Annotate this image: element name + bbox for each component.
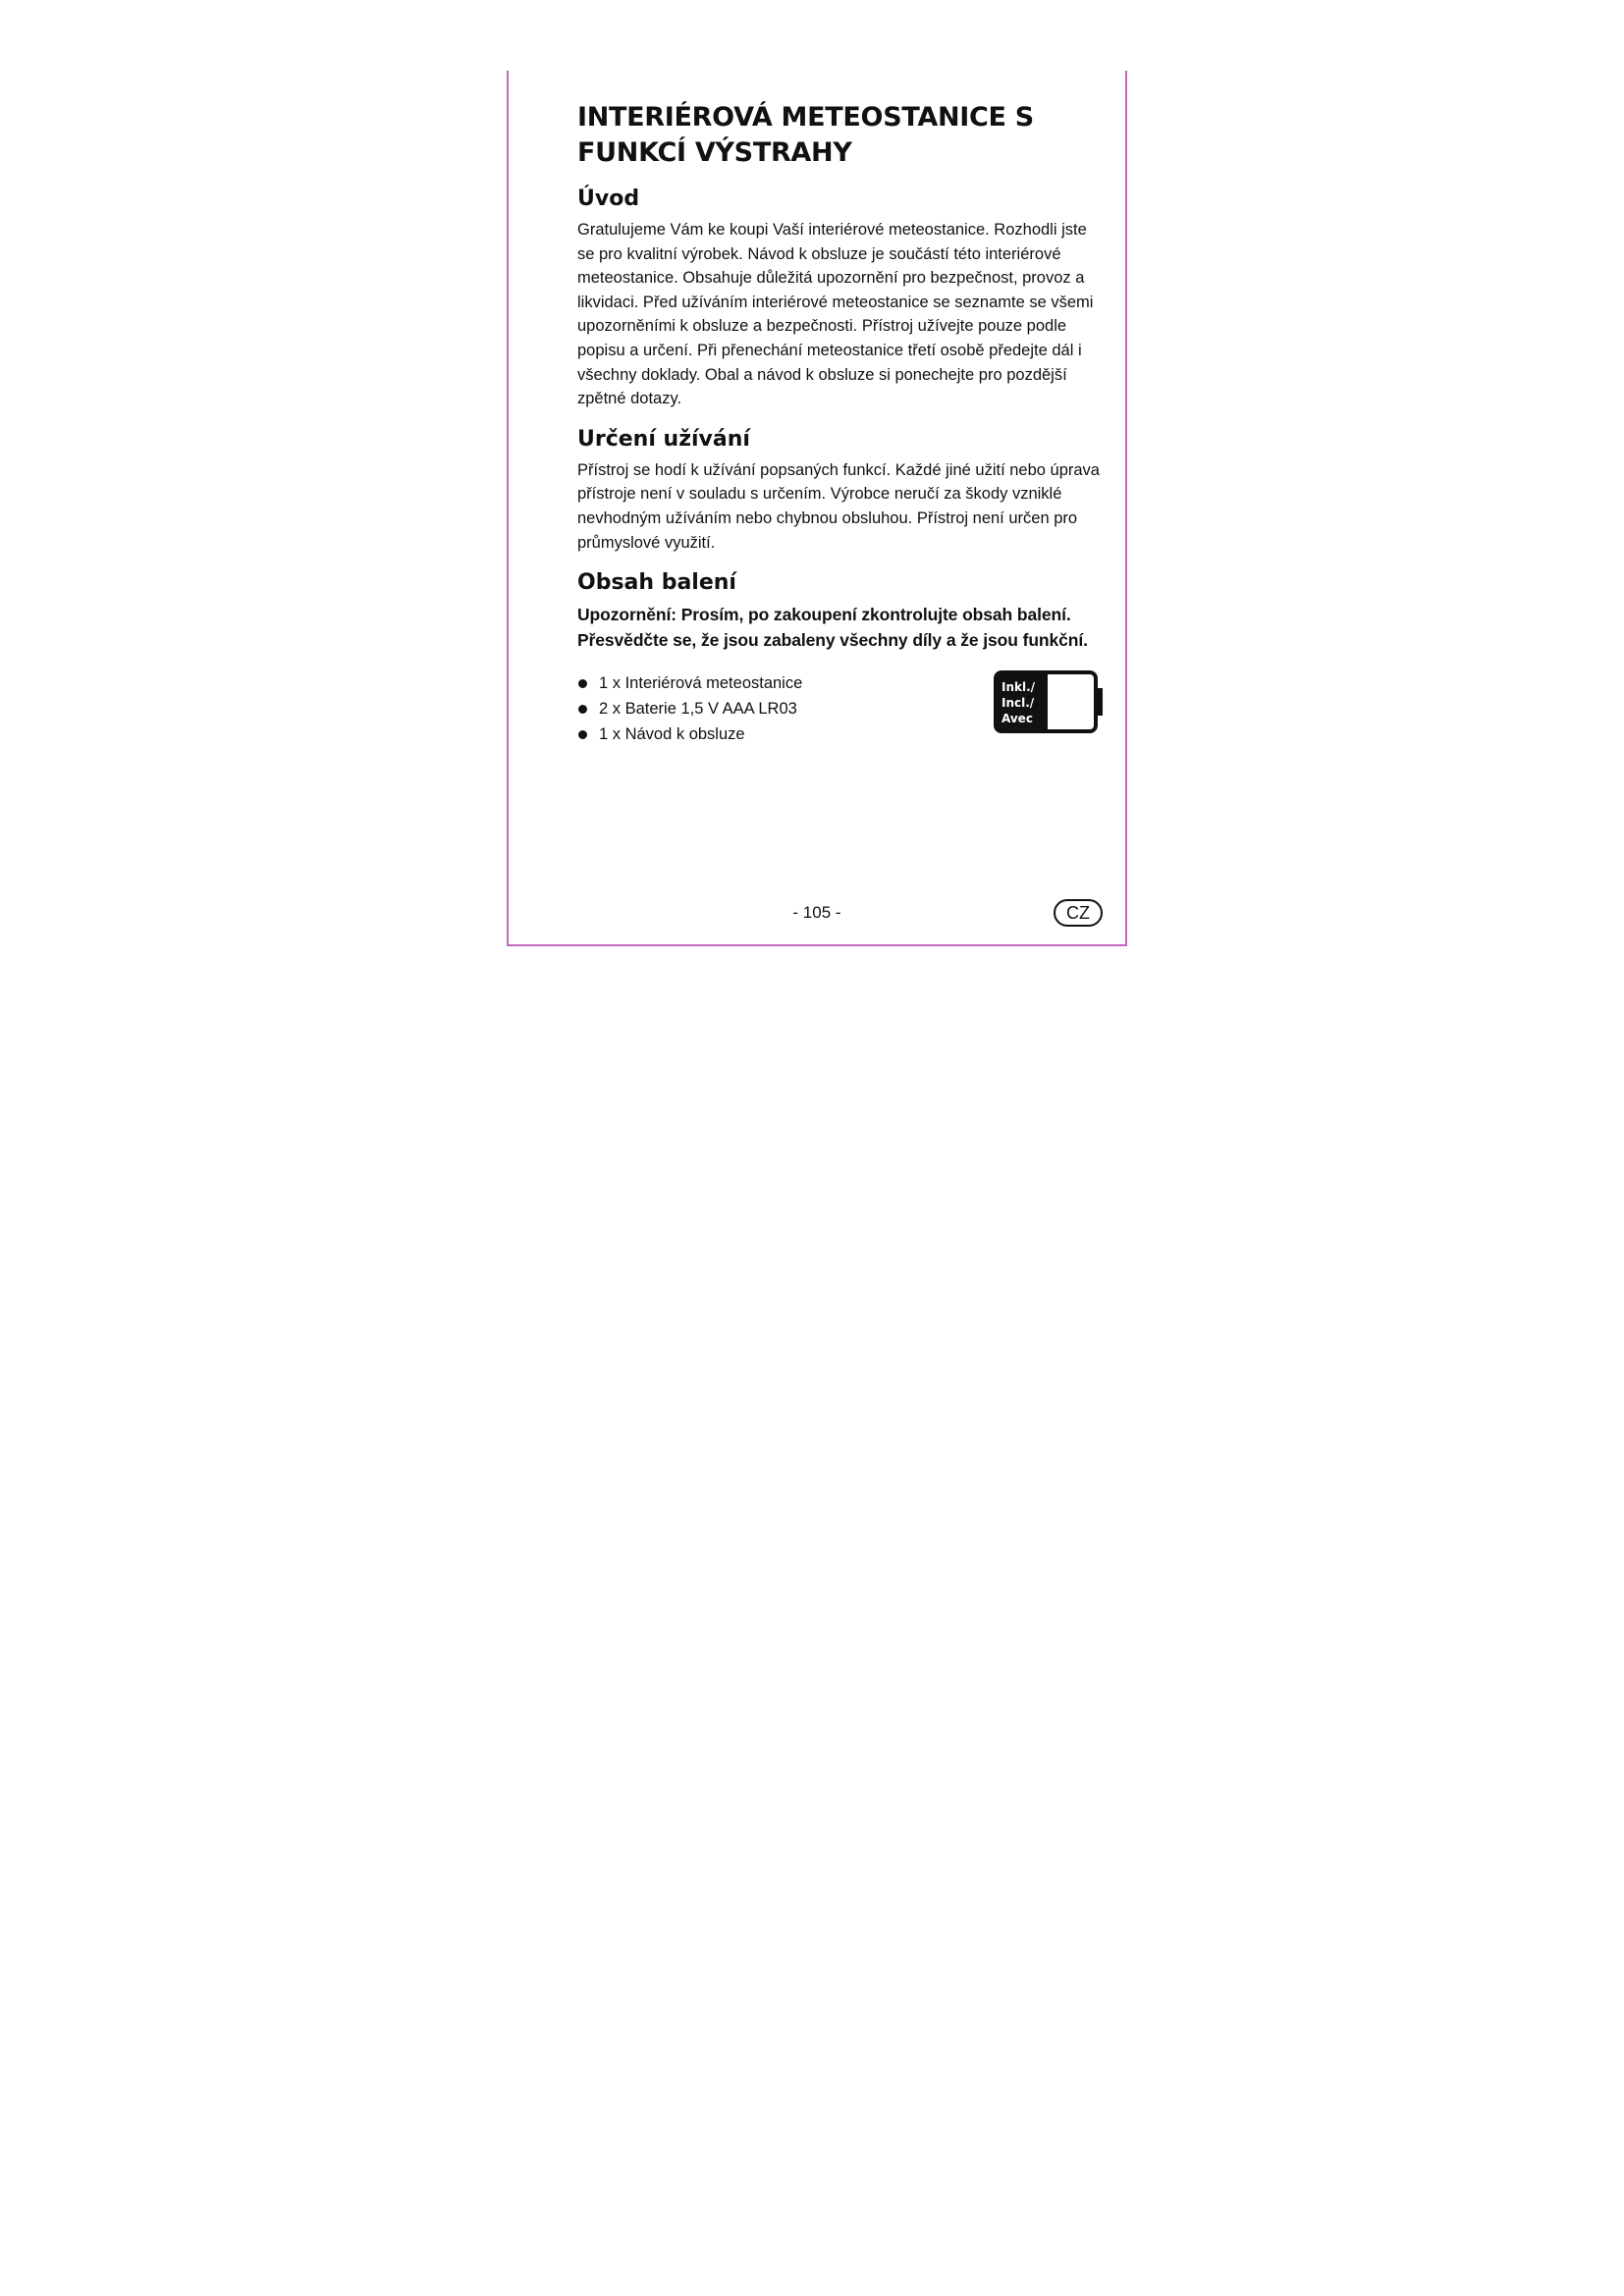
crop-mark-right (1125, 71, 1127, 946)
section-text-intro: Gratulujeme Vám ke koupi Vaší interiérové meteostanice. Rozhodli jste se pro kvalitní výrobek. Návod k obsluze je součástí této interiérové meteostanice. Obsahuje důležitá upozornění pro bezpečnost, provoz a likvidaci. Před užíváním interiérové meteostanice se seznamte se všemi upozorněními k obsluze a bezpečnosti. Přístroj užívejte pouze podle popisu a určení. Při přenechání meteostanice třetí osobě předejte dál i všechny doklady. Obal a návod k obsluze si ponechejte pro pozdější zpětné dotazy. (577, 221, 1094, 408)
battery-icon-line-1: Inkl./ (1001, 680, 1036, 695)
section-heading-package-contents: Obsah balení (577, 570, 736, 596)
page-content (577, 100, 1104, 747)
bullet-icon (578, 730, 587, 739)
page-number: - 105 - (792, 903, 841, 922)
package-contents (577, 670, 1104, 747)
bullet-icon (578, 705, 587, 714)
battery-icon-line-3: Avec (1001, 712, 1033, 726)
page-footer (507, 897, 1127, 933)
section-text-intended-use: Přístroj se hodí k užívání popsaných funkcí. Každé jiné užití nebo úprava přístroje není v souladu s určením. Výrobce neručí za škody vzniklé nevhodným užíváním nebo chybnou obsluhou. Přístroj není určen pro průmyslové využití. (577, 460, 1100, 552)
bullet-icon (578, 679, 587, 688)
crop-mark-left (507, 71, 509, 946)
manual-page (507, 71, 1127, 946)
package-contents-notice: Upozornění: Prosím, po zakoupení zkontrolujte obsah balení. Přesvědčte se, že jsou zabaleny všechny díly a že jsou funkční. (577, 605, 1088, 651)
list-item-text: 1 x Návod k obsluze (599, 725, 745, 744)
country-code-badge: CZ (1054, 899, 1103, 927)
section-heading-intro: Úvod (577, 187, 640, 211)
battery-included-icon (994, 670, 1104, 733)
section-heading-intended-use: Určení užívání (577, 426, 750, 452)
document-title: INTERIÉROVÁ METEOSTANICE S FUNKCÍ VÝSTRAHY (577, 102, 1034, 168)
list-item-text: 1 x Interiérová meteostanice (599, 674, 803, 693)
battery-icon-line-2: Incl./ (1001, 696, 1035, 711)
list-item-text: 2 x Baterie 1,5 V AAA LR03 (599, 700, 797, 719)
crop-mark-bottom (507, 944, 1127, 946)
